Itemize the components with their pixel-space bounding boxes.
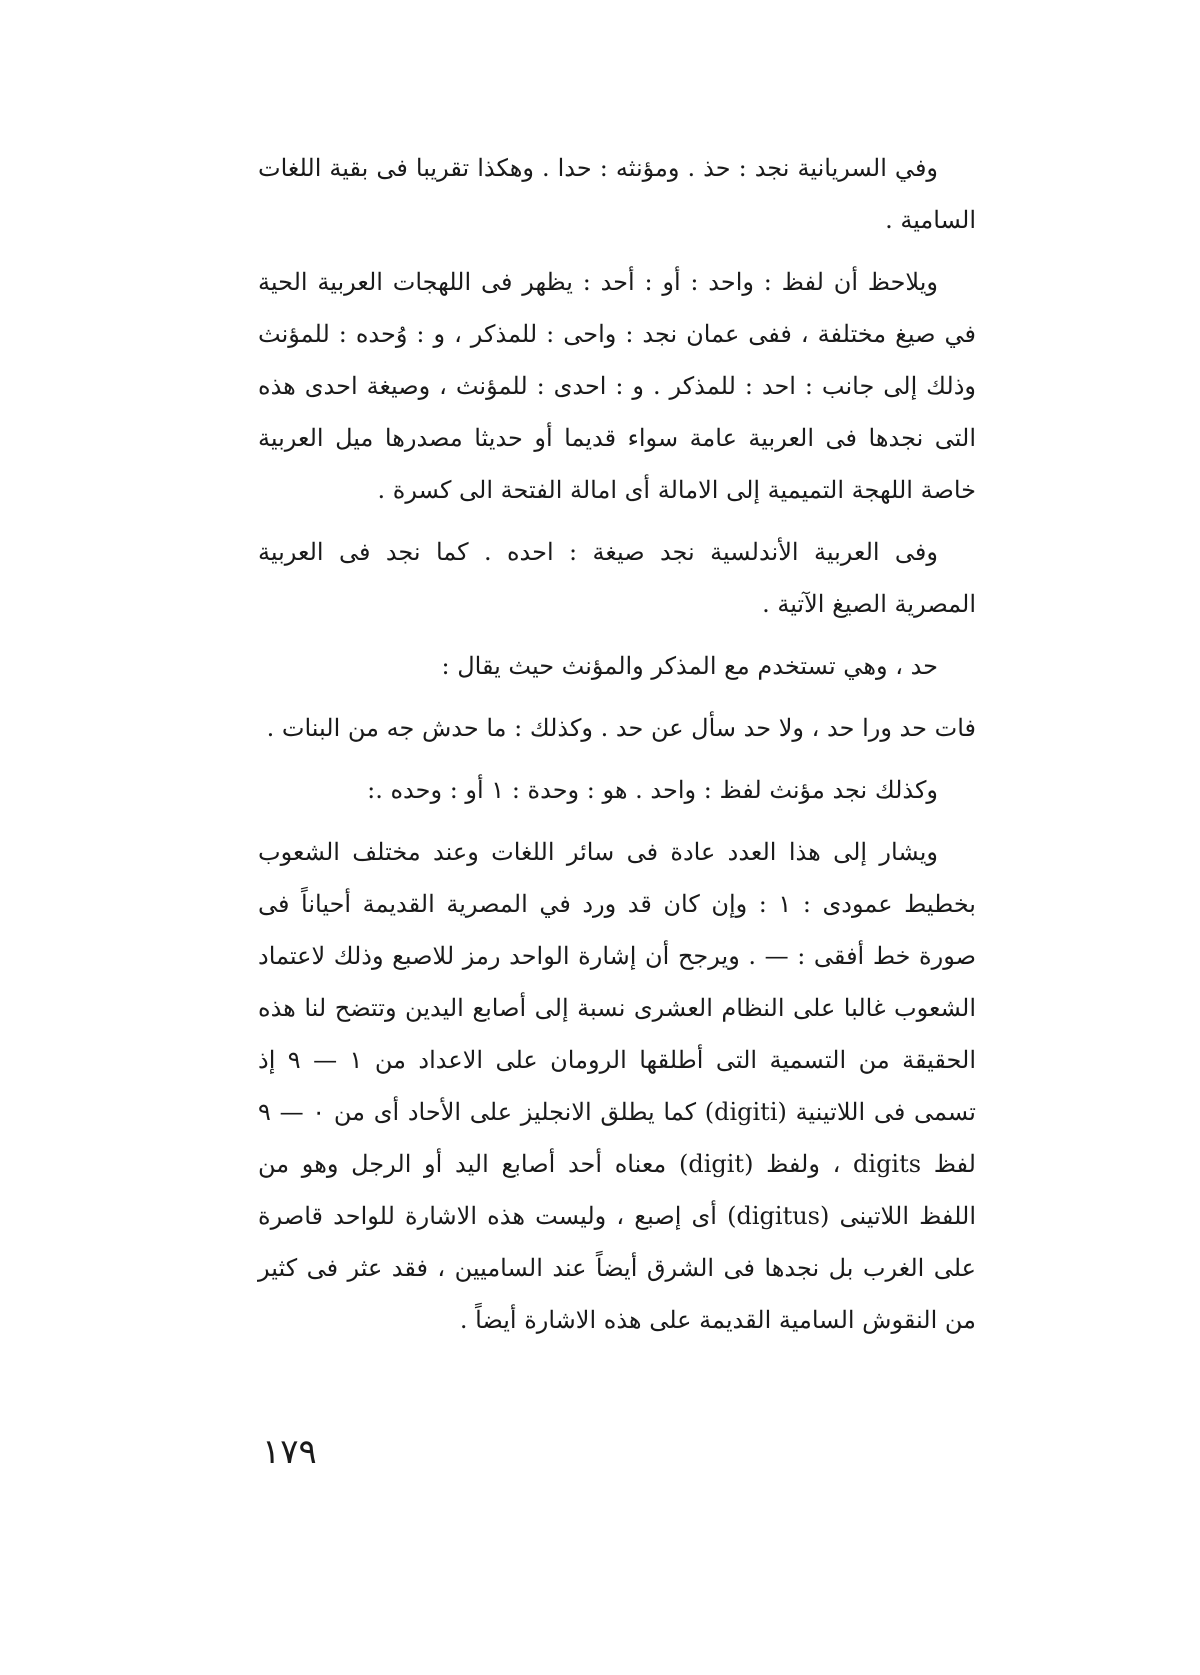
paragraph-syriac: وفي السريانية نجد : حذ . ومؤنثه : حدا . وهكذا تقريبا فى بقية اللغات السامية . bbox=[258, 154, 976, 234]
paragraph-andalusian: وفى العربية الأندلسية نجد صيغة : احده . كما نجد فى العربية المصرية الصيغ الآتية . bbox=[258, 538, 976, 618]
paragraph-had-usage: حد ، وهي تستخدم مع المذكر والمؤنث حيث يقال : bbox=[441, 652, 938, 680]
body-text bbox=[258, 142, 976, 1356]
paragraph-numeral-sign: ويشار إلى هذا العدد عادة فى سائر اللغات وعند مختلف الشعوب بخطيط عمودى : ١ : وإن كان قد ورد في المصرية القديمة أحياناً فى صورة خط أفقى : — . ويرجح أن إشارة الواحد رمز للاصبع وذلك لاعتماد الشعوب غالبا على النظام العشرى نسبة إلى أصابع اليدين وتتضح لنا هذه الحقيقة من التسمية التى أطلقها الرومان على الاعداد من ١ — ٩ إذ تسمى فى اللاتينية (digiti) كما يطلق الانجليز على الأحاد أى من ٠ — ٩ لفظ digits ، ولفظ (digit) معناه أحد أصابع اليد أو الرجل وهو من اللفظ اللاتينى (digitus) أى إصبع ، وليست هذه الاشارة للواحد قاصرة على الغرب بل نجدها فى الشرق أيضاً عند الساميين ، فقد عثر فى كثير من النقوش السامية القديمة على هذه الاشارة أيضاً . bbox=[258, 838, 976, 1334]
paragraph-dialects: ويلاحظ أن لفظ : واحد : أو : أحد : يظهر فى اللهجات العربية الحية في صيغ مختلفة ، ففى عمان نجد : واحى : للمذكر ، و : وُحده : للمؤنث وذلك إلى جانب : احد : للمذكر . و : احدى : للمؤنث ، وصيغة احدى هذه التى نجدها فى العربية عامة سواء قديما أو حديثا مصدرها ميل العربية خاصة اللهجة التميمية إلى الامالة أى امالة الفتحة الى كسرة . bbox=[258, 268, 976, 504]
paragraph-example: فات حد ورا حد ، ولا حد سأل عن حد . وكذلك : ما حدش جه من البنات . bbox=[266, 714, 976, 742]
paragraph-feminine: وكذلك نجد مؤنث لفظ : واحد . هو : وحدة : ١ أو : وحده .: bbox=[367, 776, 938, 804]
page-number: ١٧٩ bbox=[262, 1432, 317, 1472]
